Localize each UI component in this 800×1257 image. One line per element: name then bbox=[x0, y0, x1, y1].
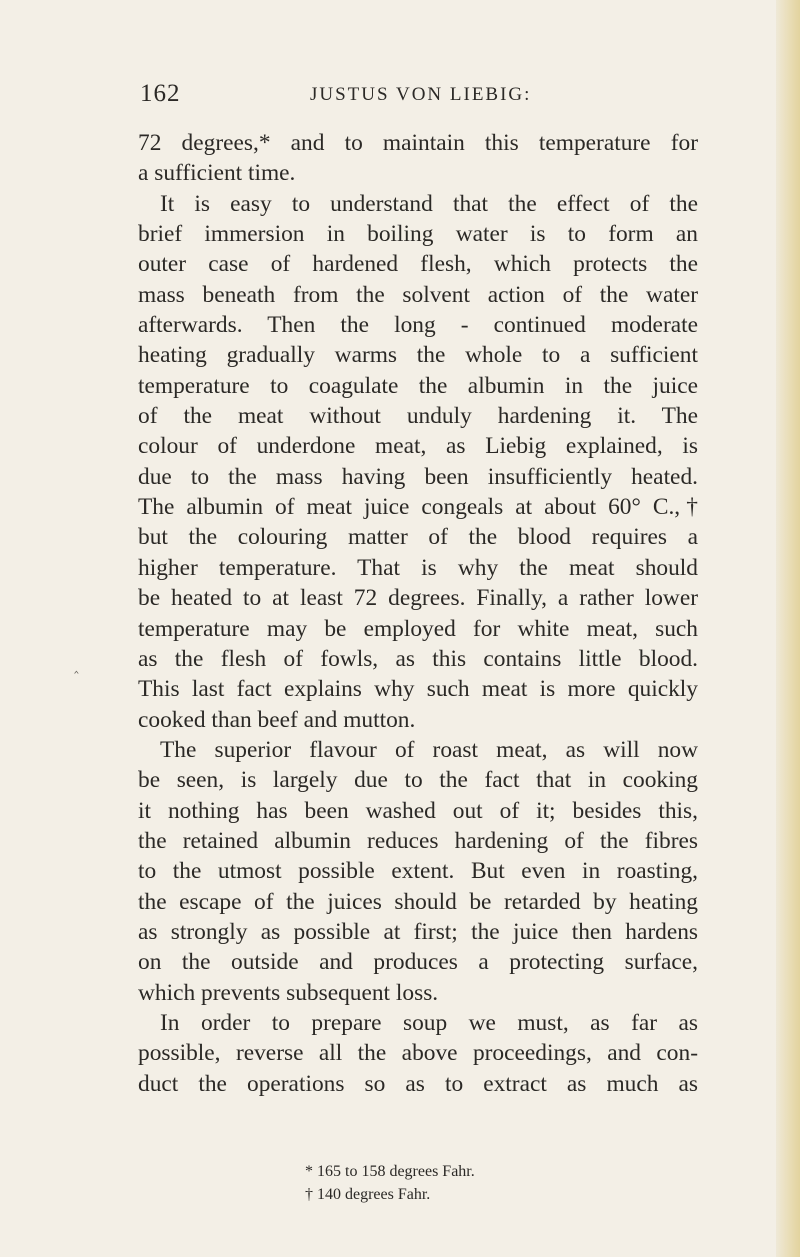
text-line: on the outside and produces a protecting surface, bbox=[138, 949, 698, 976]
text-line: brief immersion in boiling water is to form an bbox=[138, 221, 698, 248]
running-head: JUSTUS VON LIEBIG: bbox=[310, 84, 532, 105]
text-line: to the utmost possible extent. But even in roasting, bbox=[138, 858, 698, 885]
text-line: a sufficient time. bbox=[138, 160, 296, 187]
text-line: In order to prepare soup we must, as far as bbox=[160, 1009, 698, 1036]
page-header bbox=[140, 80, 700, 120]
text-line: but the colouring matter of the blood requires a bbox=[138, 524, 698, 551]
footnote-2: † 140 degrees Fahr. bbox=[305, 1186, 431, 1203]
text-line: heating gradually warms the whole to a sufficient bbox=[138, 342, 698, 369]
text-line: be heated to at least 72 degrees. Finally, a rather lower bbox=[138, 585, 698, 612]
text-line: This last fact explains why such meat is more quickly bbox=[138, 676, 698, 703]
text-line: The superior flavour of roast meat, as will now bbox=[160, 736, 698, 763]
text-line: possible, reverse all the above proceedings, and con- bbox=[138, 1040, 698, 1067]
footnotes bbox=[305, 1160, 665, 1206]
text-line: 72 degrees,* and to maintain this temperature for bbox=[138, 130, 698, 156]
margin-mark: ‸ bbox=[74, 658, 79, 674]
text-line: be seen, is largely due to the fact that in cooking bbox=[138, 767, 698, 794]
body-text bbox=[138, 128, 698, 1099]
text-line: the retained albumin reduces hardening of the fibres bbox=[138, 827, 698, 854]
text-line: cooked than beef and mutton. bbox=[138, 706, 416, 733]
text-line: outer case of hardened flesh, which protects the bbox=[138, 251, 698, 278]
text-line: mass beneath from the solvent action of the water bbox=[138, 281, 698, 308]
text-line: which prevents subsequent loss. bbox=[138, 979, 439, 1006]
text-line: afterwards. Then the long - continued moderate bbox=[138, 312, 698, 339]
text-line: as strongly as possible at first; the juice then hardens bbox=[138, 918, 698, 945]
text-line: the escape of the juices should be retarded by heating bbox=[138, 888, 698, 915]
text-line: The albumin of meat juice congeals at about 60° C.,† bbox=[138, 494, 698, 521]
text-line: duct the operations so as to extract as much as bbox=[138, 1070, 698, 1097]
text-line: It is easy to understand that the effect of the bbox=[160, 190, 698, 217]
text-line: due to the mass having been insufficiently heated. bbox=[138, 463, 698, 490]
page-edge bbox=[776, 0, 800, 1257]
text-line: temperature to coagulate the albumin in the juice bbox=[138, 372, 698, 399]
footnote-1: * 165 to 158 degrees Fahr. bbox=[305, 1163, 475, 1180]
page-number: 162 bbox=[140, 80, 181, 107]
text-line: of the meat without unduly hardening it. The bbox=[138, 403, 698, 430]
text-line: it nothing has been washed out of it; besides this, bbox=[138, 797, 698, 824]
text-line: temperature may be employed for white meat, such bbox=[138, 615, 698, 642]
text-line: colour of underdone meat, as Liebig explained, is bbox=[138, 433, 698, 460]
text-line: higher temperature. That is why the meat should bbox=[138, 554, 698, 581]
text-line: as the flesh of fowls, as this contains little blood. bbox=[138, 645, 698, 672]
